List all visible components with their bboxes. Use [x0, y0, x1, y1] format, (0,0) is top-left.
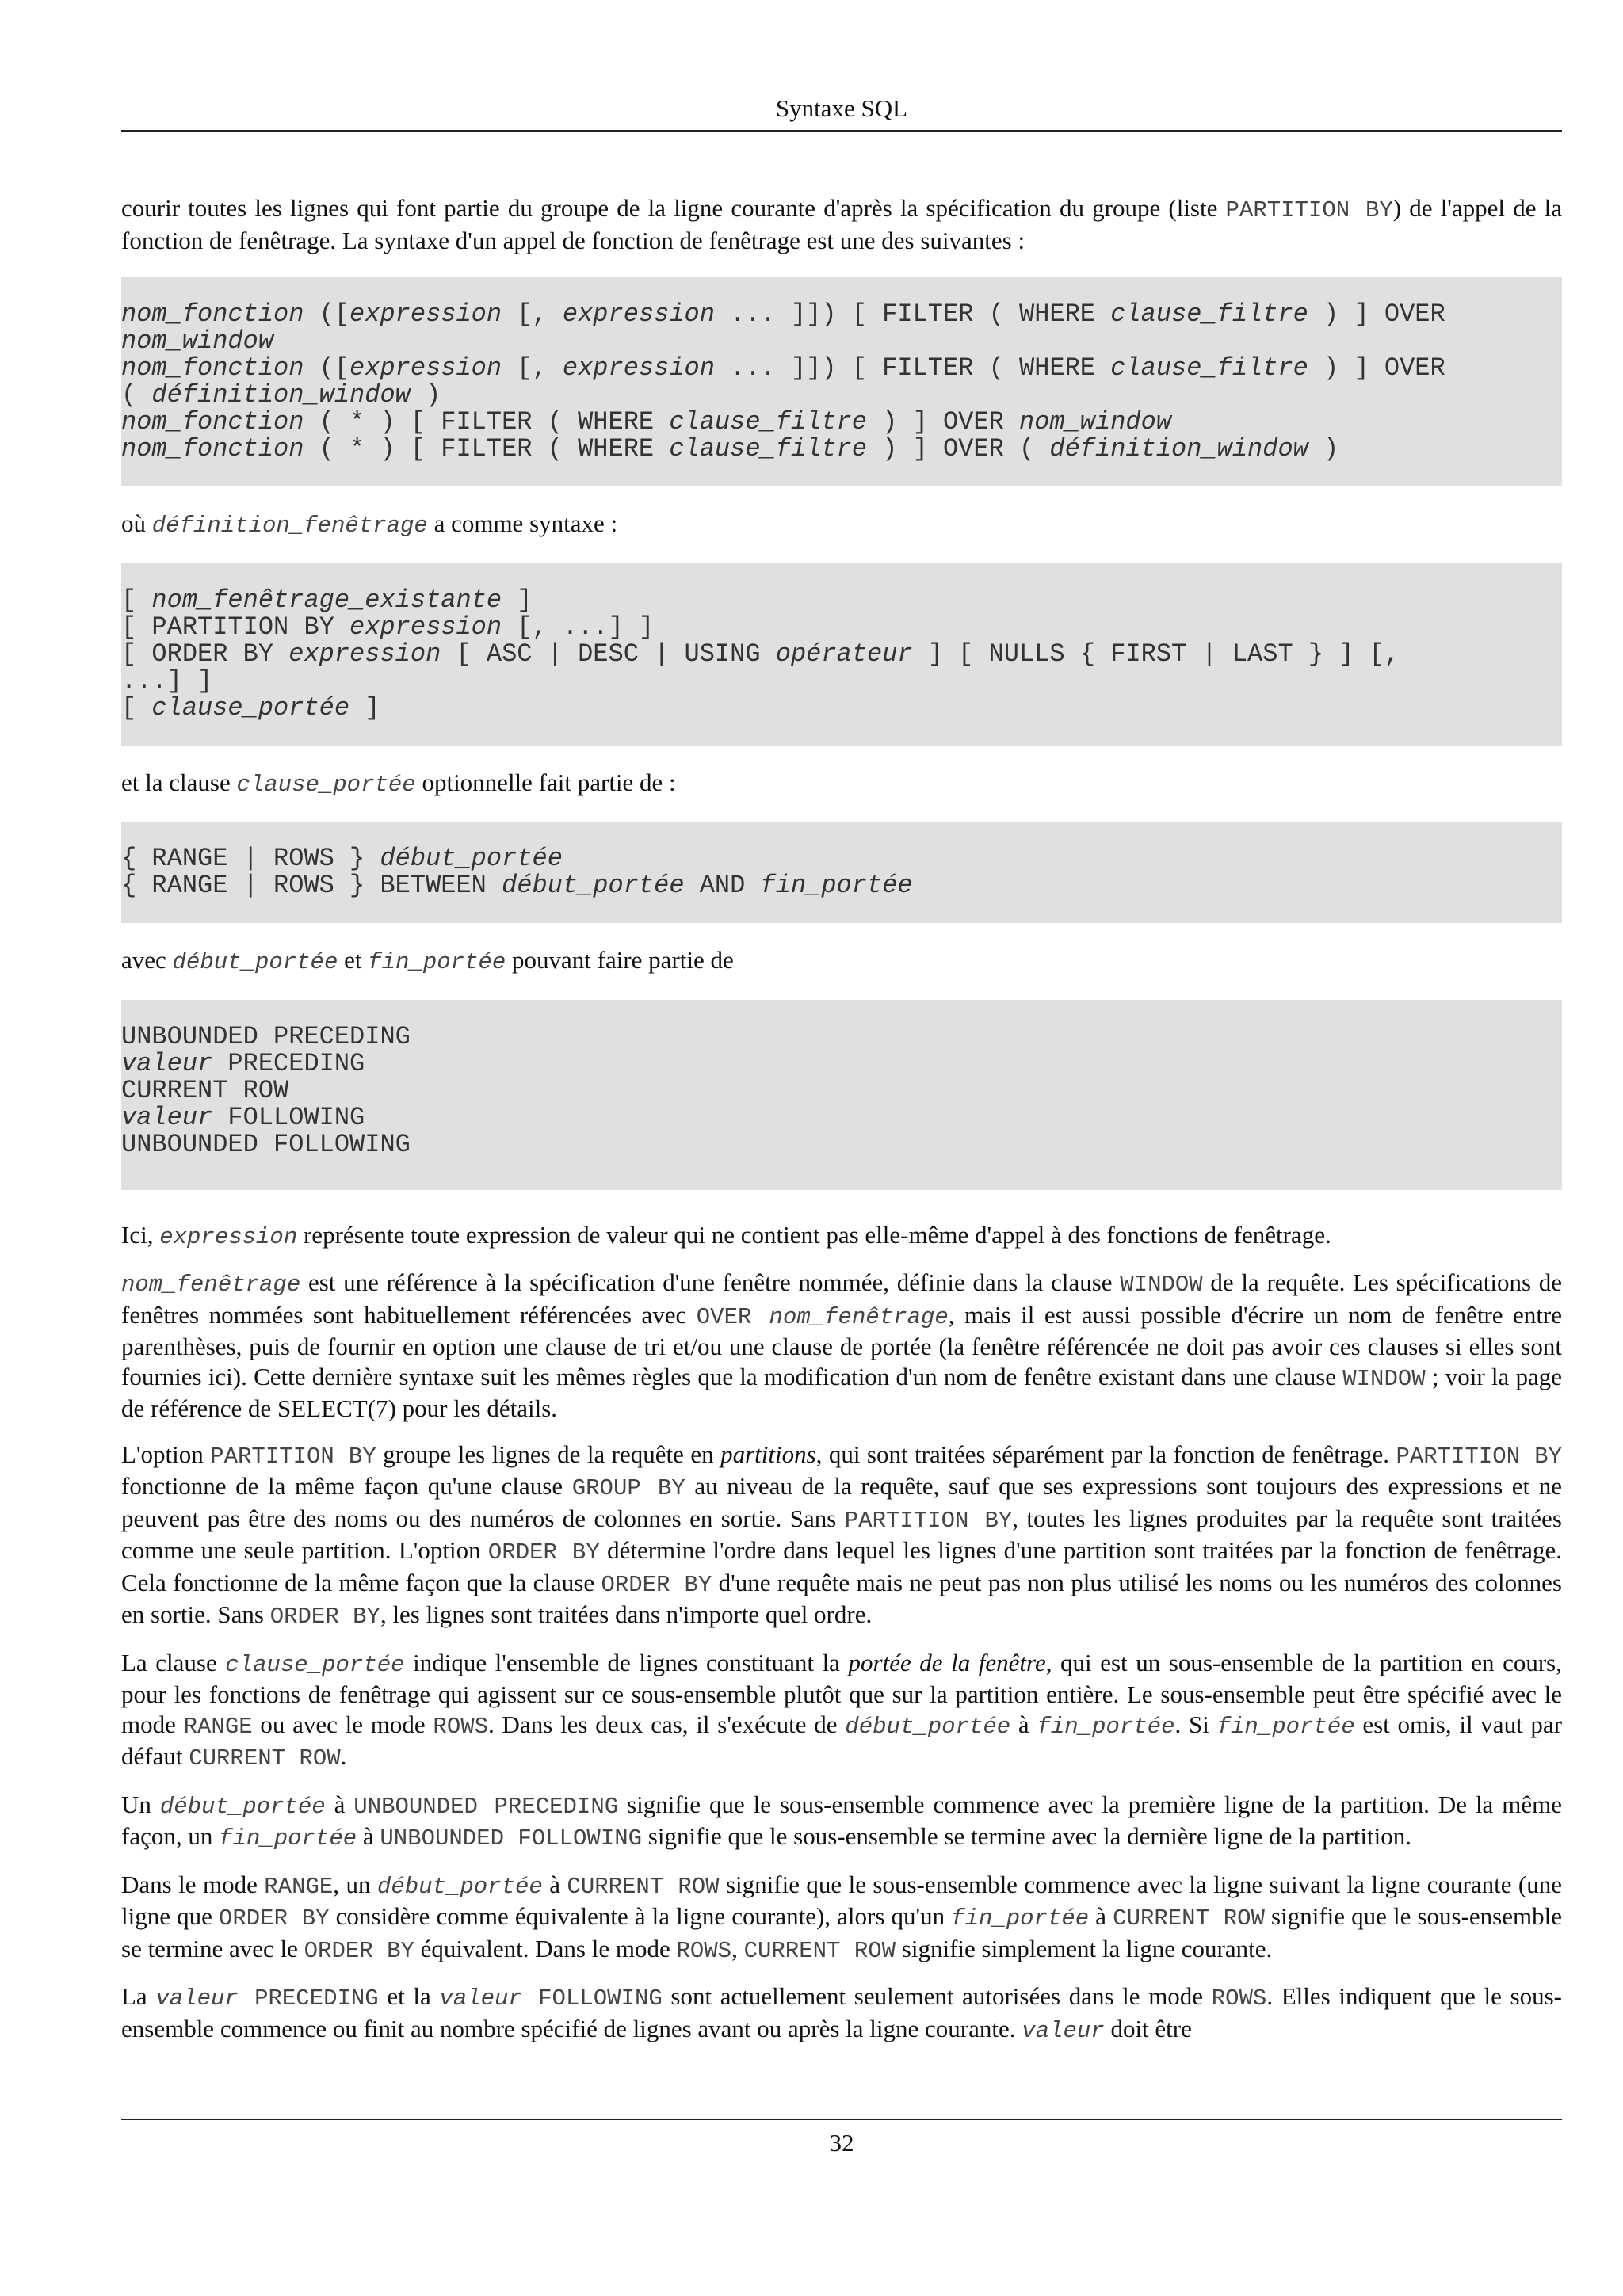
code-block-frame-bounds [121, 1000, 1562, 1190]
unbounded-paragraph: Un début_portée à UNBOUNDED PRECEDING signifie que le sous-ensemble commence avec la première ligne de la partition. De la même façon, un fin_portée à UNBOUNDED FOLLOWING signifie que le sous-ensemble se termine avec la dernière ligne de la partition. [121, 1790, 1562, 1852]
definition-paragraph: où définition_fenêtrage a comme syntaxe : [121, 509, 618, 539]
code-line: [ clause_portée ] [121, 692, 380, 723]
intro-paragraph [121, 193, 1562, 255]
code-line: nom_fonction ( * ) [ FILTER ( WHERE clause_filtre ) ] OVER ( définition_window ) [121, 434, 1339, 463]
code-block-window-call-syntax [121, 277, 1562, 486]
code-line: ...] ] [121, 666, 213, 696]
text: courir toutes les lignes qui font partie du groupe de la ligne courante d'après la spécification du groupe (liste [121, 194, 1226, 222]
code-block-window-definition [121, 563, 1562, 746]
code-line: nom_fonction ( * ) [ FILTER ( WHERE clause_filtre ) ] OVER nom_window [121, 407, 1172, 437]
code-line: { RANGE | ROWS } début_portée [121, 844, 563, 873]
expression-paragraph: Ici, expression représente toute expression de valeur qui ne contient pas elle-même d'appel à des fonctions de fenêtrage. [121, 1220, 1331, 1250]
header-rule [121, 130, 1562, 132]
code-line: nom_window [121, 326, 274, 356]
page-number: 32 [829, 2129, 854, 2157]
code-line: [ ORDER BY expression [ ASC | DESC | USING opérateur ] [ NULLS { FIRST | LAST } ] [, [121, 639, 1400, 669]
inline-code: PARTITION BY [1225, 197, 1393, 223]
code-line: nom_fonction ([expression [, expression ... ]]) [ FILTER ( WHERE clause_filtre ) ] OVER [121, 353, 1445, 383]
value-offset-paragraph: La valeur PRECEDING et la valeur FOLLOWING sont actuellement seulement autorisées dans le mode ROWS. Elles indiquent que le sous-ensemble commence ou finit au nombre spécifié de lignes avant ou après la ligne courante. valeur doit être [121, 1982, 1563, 2044]
code-line: UNBOUNDED PRECEDING [121, 1021, 411, 1051]
partition-paragraph: L'option PARTITION BY groupe les lignes de la requête en partitions, qui sont traitées séparément par la fonction de fenêtrage. PARTITION BY fonctionne de la même façon qu'une clause GROUP BY au niveau de la requête, sauf que ses expressions sont toujours des expressions et ne peuvent pas être des noms ou des numéros de colonnes en sortie. Sans PARTITION BY, toutes les lignes produites par la requête sont traitées comme une seule partition. L'option ORDER BY détermine l'ordre dans lequel les lignes d'une partition sont traitées par la fonction de fenêtrage. Cela fonctionne de la même façon que la clause ORDER BY d'une requête mais ne peut pas non plus utilisé les noms ou les numéros des colonnes en sortie. Sans ORDER BY, les lignes sont traitées dans n'importe quel ordre. [121, 1440, 1563, 1630]
code-line: [ PARTITION BY expression [, ...] ] [121, 612, 655, 642]
footer-rule [121, 2119, 1562, 2120]
clause-paragraph: et la clause clause_portée optionnelle fait partie de : [121, 768, 676, 798]
window-name-paragraph: nom_fenêtrage est une référence à la spécification d'une fenêtre nommée, définie dans la clause WINDOW de la requête. Les spécifications de fenêtres nommées sont habituellement référencées avec OVER nom_fenêtrage, mais il est aussi possible d'écrire un nom de fenêtre entre parenthèses, puis de fournir en option une clause de tri et/ou une clause de portée (la fenêtre référencée ne doit pas avoir ces clauses si elles sont fournies ici). Cette dernière syntaxe suit les mêmes règles que la modification d'un nom de fenêtre existant dans une clause WINDOW ; voir la page de référence de SELECT(7) pour les détails. [121, 1268, 1563, 1422]
page-content [121, 193, 1562, 2061]
range-mode-paragraph: Dans le mode RANGE, un début_portée à CURRENT ROW signifie que le sous-ensemble commence avec la ligne suivant la ligne courante (une ligne que ORDER BY considère comme équivalente à la ligne courante), alors qu'un fin_portée à CURRENT ROW signifie que le sous-ensemble se termine avec le ORDER BY équivalent. Dans le mode ROWS, CURRENT ROW signifie simplement la ligne courante. [121, 1870, 1562, 1964]
frame-bounds-paragraph: avec début_portée et fin_portée pouvant faire partie de [121, 946, 734, 975]
code-line: UNBOUNDED FOLLOWING [121, 1129, 411, 1159]
frame-paragraph: La clause clause_portée indique l'ensemble de lignes constituant la portée de la fenêtre, qui est un sous-ensemble de la partition en cours, pour les fonctions de fenêtrage qui agissent sur ce sous-ensemble plutôt que sur la partition entière. Le sous-ensemble peut être spécifié avec le mode RANGE ou avec le mode ROWS. Dans les deux cas, il s'exécute de début_portée à fin_portée. Si fin_portée est omis, il vaut par défaut CURRENT ROW. [121, 1648, 1563, 1772]
text: ) de l'appel de la fonction de fenêtrage. La syntaxe d'un appel de fonction de fenêtrage est une des suivantes : [121, 194, 1562, 254]
code-line: valeur FOLLOWING [121, 1102, 365, 1132]
code-block-frame-clause [121, 822, 1562, 923]
code-line: [ nom_fenêtrage_existante ] [121, 585, 533, 615]
code-line: nom_fonction ([expression [, expression ... ]]) [ FILTER ( WHERE clause_filtre ) ] OVER [121, 299, 1445, 329]
code-line: CURRENT ROW [121, 1075, 289, 1105]
code-line: ( définition_window ) [121, 380, 441, 410]
running-header: Syntaxe SQL [775, 94, 908, 122]
code-line: { RANGE | ROWS } BETWEEN début_portée AND fin_portée [121, 871, 913, 900]
code-line: valeur PRECEDING [121, 1048, 365, 1078]
